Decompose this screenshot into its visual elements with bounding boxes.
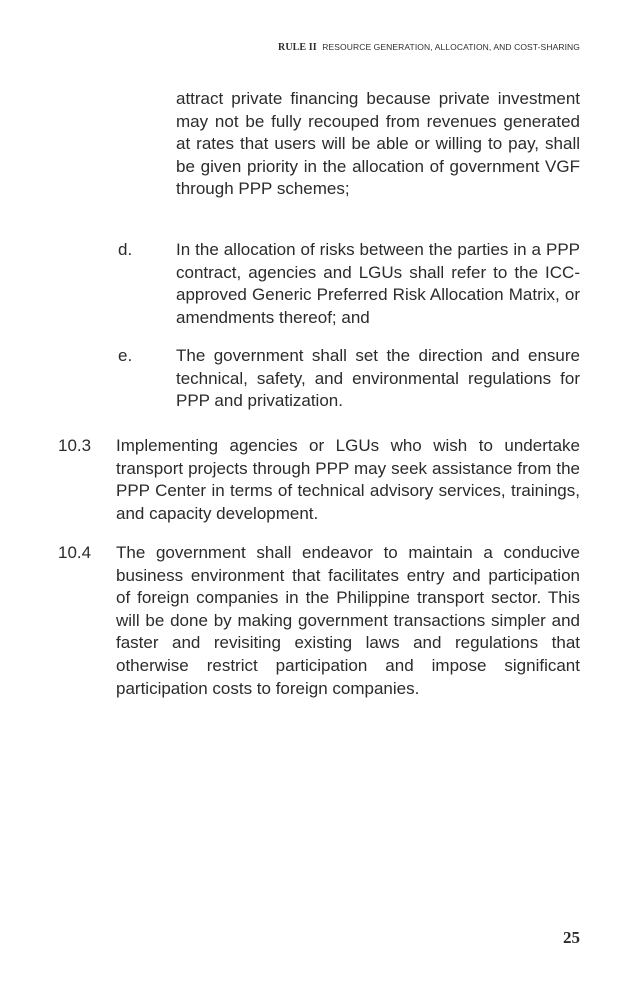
continuation-paragraph: attract private financing because private investment may not be fully recouped from revenues generated at rates that users will be able or willing to pay, shall be given priority in the allocation of government VGF through PPP schemes; xyxy=(176,89,580,199)
item-e-marker: e. xyxy=(118,346,133,365)
section-10-4-text: The government shall endeavor to maintain a conducive business environment that facilitates entry and participation of foreign companies in the Philippine transport sector. This will be done by making government transactions simpler and faster and revisiting existing laws and regulations that otherwise restrict participation and impose significant participation costs to foreign companies. xyxy=(116,543,580,698)
section-title: RESOURCE GENERATION, ALLOCATION, AND COST-SHARING xyxy=(322,42,580,52)
running-header xyxy=(278,42,580,53)
item-e-text: The government shall set the direction and ensure technical, safety, and environmental regulations for PPP and privatization. xyxy=(176,346,580,411)
section-10-3-text: Implementing agencies or LGUs who wish to undertake transport projects through PPP may seek assistance from the PPP Center in terms of technical advisory services, trainings, and capacity development. xyxy=(116,436,580,523)
item-d-marker: d. xyxy=(118,240,133,259)
item-d-text: In the allocation of risks between the parties in a PPP contract, agencies and LGUs shall refer to the ICC-approved Generic Preferred Risk Allocation Matrix, or amendments thereof; and xyxy=(176,240,580,327)
rule-label: RULE II xyxy=(278,42,317,53)
section-10-4-number: 10.4 xyxy=(58,543,92,562)
section-10-3-number: 10.3 xyxy=(58,436,92,455)
page-number: 25 xyxy=(563,928,580,947)
